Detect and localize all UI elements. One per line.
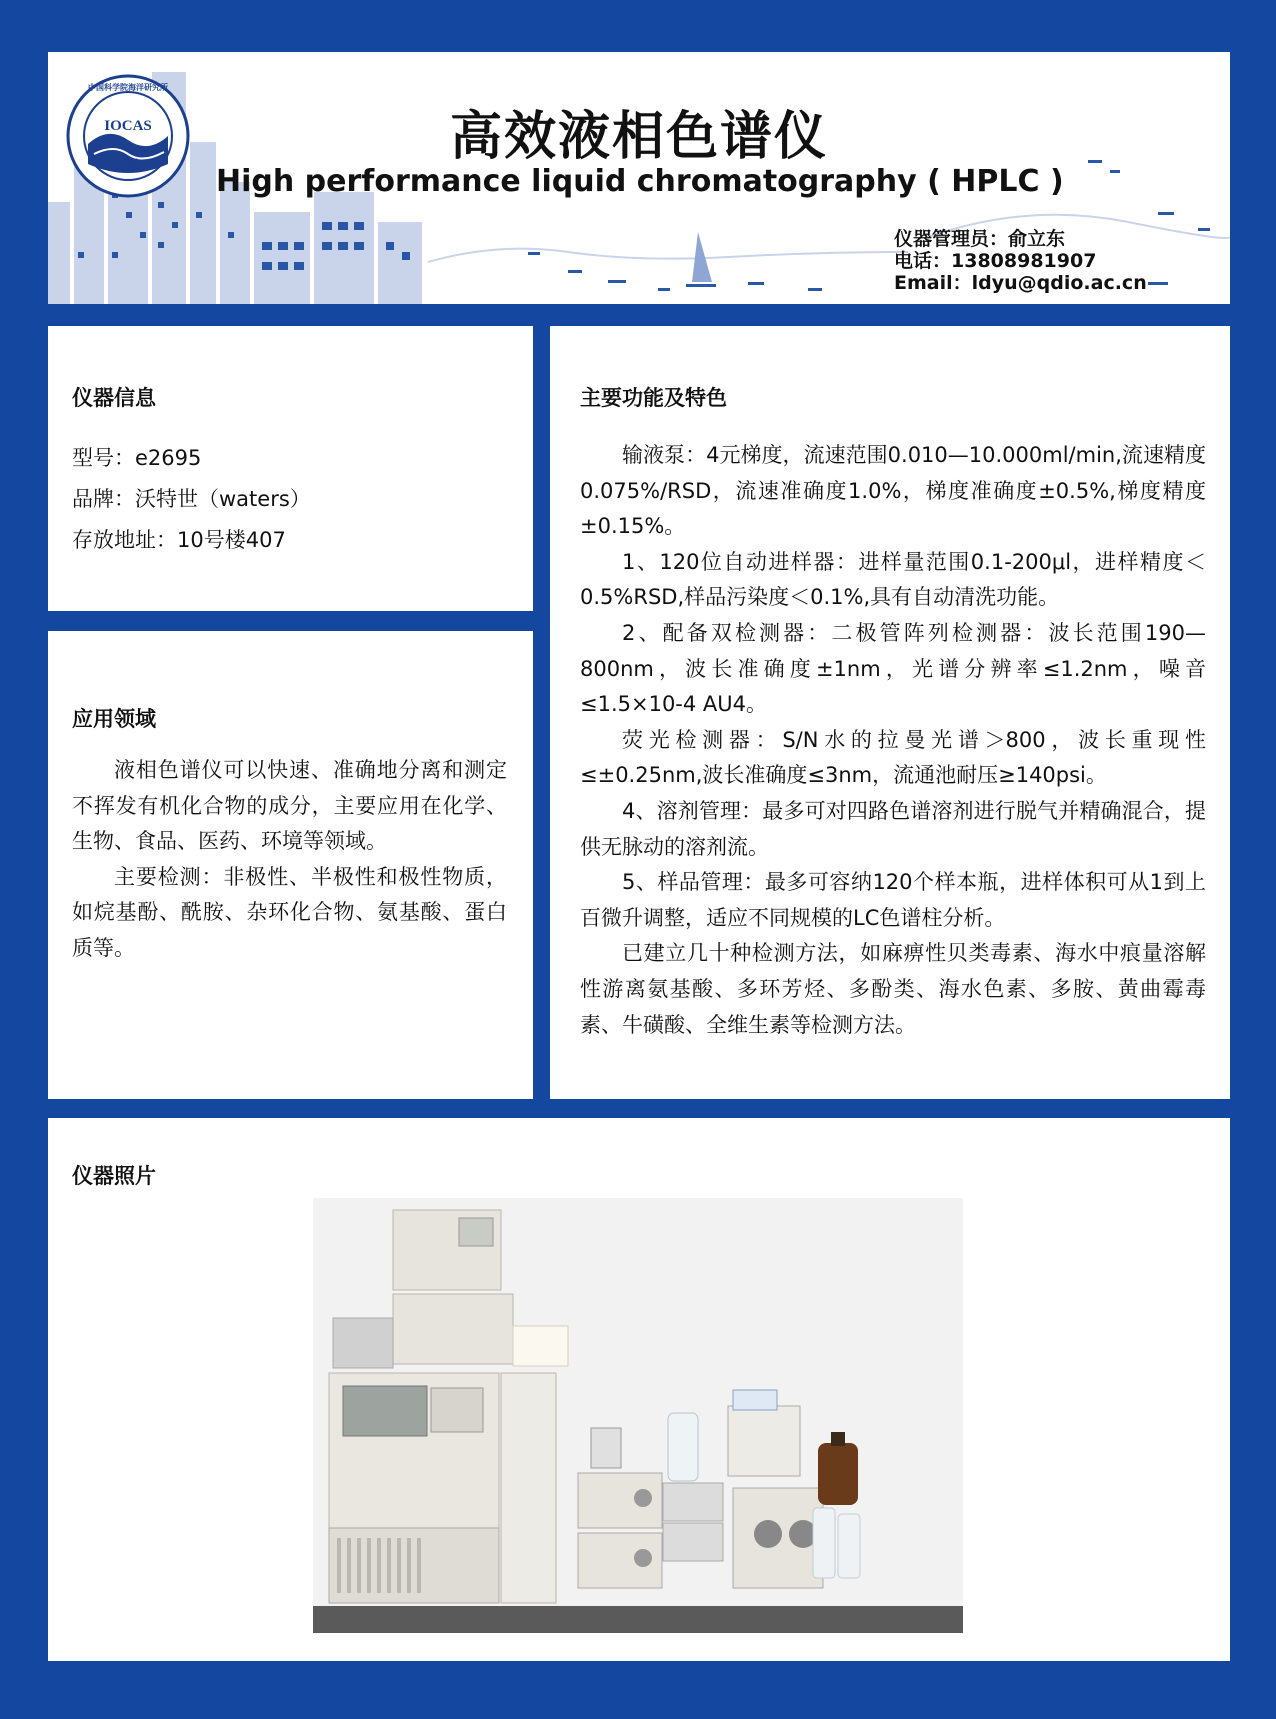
function-paragraph: 2、配备双检测器：二极管阵列检测器：波长范围190—800nm，波长准确度±1nm，光谱分辨率≤1.2nm，噪音≤1.5×10-4 AU4。	[580, 620, 1206, 717]
page-subtitle-en: High performance liquid chromatography ( HPLC )	[216, 164, 1064, 199]
functions-title: 主要功能及特色	[580, 386, 727, 410]
application-paragraph: 液相色谱仪可以快速、准确地分离和测定不挥发有机化合物的成分，主要应用在化学、生物、食品、医药、环境等领域。	[72, 758, 507, 854]
contact-block	[894, 228, 1147, 294]
function-paragraph: 荧光检测器：S/N水的拉曼光谱＞800，波长重现性≤±0.25nm,波长准确度≤3nm，流通池耐压≥140psi。	[580, 727, 1206, 788]
application-title: 应用领域	[72, 707, 156, 731]
instrument-info-panel	[48, 326, 533, 611]
phone-text: 电话：13808981907	[894, 250, 1097, 272]
function-paragraph: 输液泵：4元梯度，流速范围0.010—10.000ml/min,流速精度0.075%/RSD，流速准确度1.0%，梯度准确度±0.5%,梯度精度±0.15%。	[580, 443, 1206, 539]
application-paragraph: 主要检测：非极性、半极性和极性物质，如烷基酚、酰胺、杂环化合物、氨基酸、蛋白质等。	[72, 864, 507, 960]
location-text: 存放地址：10号楼407	[72, 528, 286, 552]
manager-text: 仪器管理员：俞立东	[894, 228, 1066, 250]
function-paragraph: 已建立几十种检测方法，如麻痹性贝类毒素、海水中痕量溶解性游离氨基酸、多环芳烃、多酚类、海水色素、多胺、黄曲霉毒素、牛磺酸、全维生素等检测方法。	[580, 941, 1206, 1037]
logo-text: IOCAS	[104, 118, 152, 134]
function-paragraph: 1、120位自动进样器：进样量范围0.1-200μl，进样精度＜0.5%RSD,样品污染度＜0.1%,具有自动清洗功能。	[580, 549, 1206, 610]
photo-title: 仪器照片	[72, 1164, 156, 1188]
photo-panel	[48, 1118, 1230, 1661]
header-banner	[48, 52, 1230, 304]
brand-text: 品牌：沃特世（waters）	[72, 487, 311, 511]
function-paragraph: 4、溶剂管理：最多可对四路色谱溶剂进行脱气并精确混合，提供无脉动的溶剂流。	[580, 798, 1206, 859]
logo-year: 1950	[116, 158, 140, 168]
model-text: 型号：e2695	[72, 446, 202, 470]
email-text: Email：ldyu@qdio.ac.cn	[894, 272, 1147, 294]
function-paragraph: 5、样品管理：最多可容纳120个样本瓶，进样体积可从1到上百微升调整，适应不同规模的LC色谱柱分析。	[580, 870, 1206, 930]
logo-ring-text: 中国科学院海洋研究所	[88, 83, 168, 92]
hplc-instrument-photo	[313, 1198, 963, 1633]
info-title: 仪器信息	[72, 386, 156, 410]
application-panel	[48, 631, 533, 1099]
functions-panel	[550, 326, 1230, 1099]
page-title: 高效液相色谱仪	[449, 107, 828, 167]
